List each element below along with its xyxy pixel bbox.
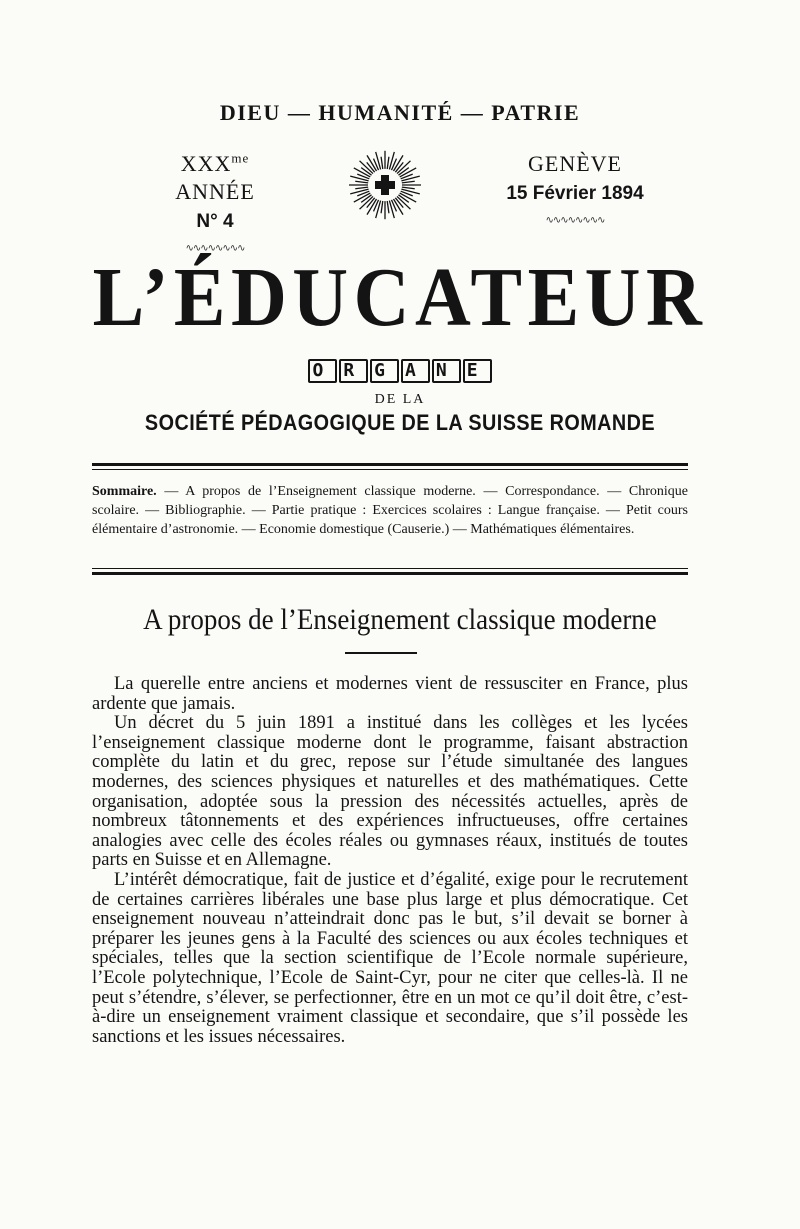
organe-label [0, 352, 800, 384]
title-separator [345, 652, 417, 654]
organe-letter: G [370, 359, 399, 383]
divider-thick [92, 463, 688, 466]
divider-thin [92, 469, 688, 470]
year-label: $XXX^{me}$ ANNÉE [175, 150, 255, 204]
organe-letter: E [463, 359, 492, 383]
divider-thick [92, 572, 688, 575]
article-body [92, 675, 688, 1047]
organe-letter: R [339, 359, 368, 383]
organe-letter: O [308, 359, 337, 383]
article-title: A propos de l’Enseignement classique moderne [143, 603, 657, 636]
society-name: SOCIÉTÉ PÉDAGOGIQUE DE LA SUISSE ROMANDE [144, 410, 656, 435]
issue-number: N° 4 [196, 211, 234, 232]
de-la-label: DE LA [374, 392, 426, 407]
table-of-contents [92, 482, 688, 539]
paragraph: L’intérêt démocratique, fait de justice et d’égalité, exige pour le recrutement de certaines carrières libérales une base plus large et plus démocratique. Cet enseignement nouveau n’atteindrait donc pas le but, s’il devait se borner à préparer les jeunes gens à la Faculté des sciences ou aux écoles techniques et spéciales, telles que la section scientifique de l’Ecole normale supérieure, l’Ecole polytechnique, l’Ecole de Saint-Cyr, pour ne citer que celles-là. Il ne peut s’étendre, s’élever, se perfectionner, être en un mot ce qu’il doit être, c’est-à-dire un enseignement vraiment classique et secondaire, que s’il possède les sanctions et les issues nécessaires. [92, 869, 688, 1047]
swiss-cross-emblem-icon [340, 145, 430, 225]
organe-letter: N [432, 359, 461, 383]
ornament-squiggle-left: ∿∿∿∿∿∿∿∿ [185, 243, 245, 254]
paragraph: Un décret du 5 juin 1891 a institué dans les collèges et les lycées l’enseignement classique moderne dont le programme, faisant abstraction complète du latin et du grec, repose sur l’étude simultanée des langues modernes, des sciences physiques et naturelles et des mathématiques. Cette organisation, adoptée sous la pression des nécessités actuelles, après de nombreux tâtonnements et des expériences infructueuses, offre certaines analogies avec celle des écoles réales ou gymnases réaux, institués de toutes parts en Suisse et en Allemagne. [92, 713, 688, 871]
sommaire-heading: Sommaire. [92, 484, 157, 499]
organe-letter: A [401, 359, 430, 383]
paragraph: La querelle entre anciens et modernes vient de ressusciter en France, plus ardente que jamais. [92, 674, 688, 714]
city: GENÈVE [528, 151, 622, 176]
ornament-squiggle-right: ∿∿∿∿∿∿∿∿ [545, 215, 605, 226]
issue-date: 15 Février 1894 [506, 183, 644, 204]
journal-title: L’ÉDUCATEUR [92, 251, 708, 344]
issue-info [140, 150, 290, 256]
motto: DIEU — HUMANITÉ — PATRIE [219, 100, 581, 125]
sommaire-text: — A propos de l’Enseignement classique moderne. — Correspondance. — Chronique scolaire. — Bibliographie. — Partie pratique : Exercices scolaires : Langue française. — Petit cours élémentaire d’astronomie. — Economie domestique (Causerie.) — Mathématiques élémentaires. [92, 484, 688, 537]
divider-thin [92, 568, 688, 569]
place-date-info [490, 150, 660, 228]
